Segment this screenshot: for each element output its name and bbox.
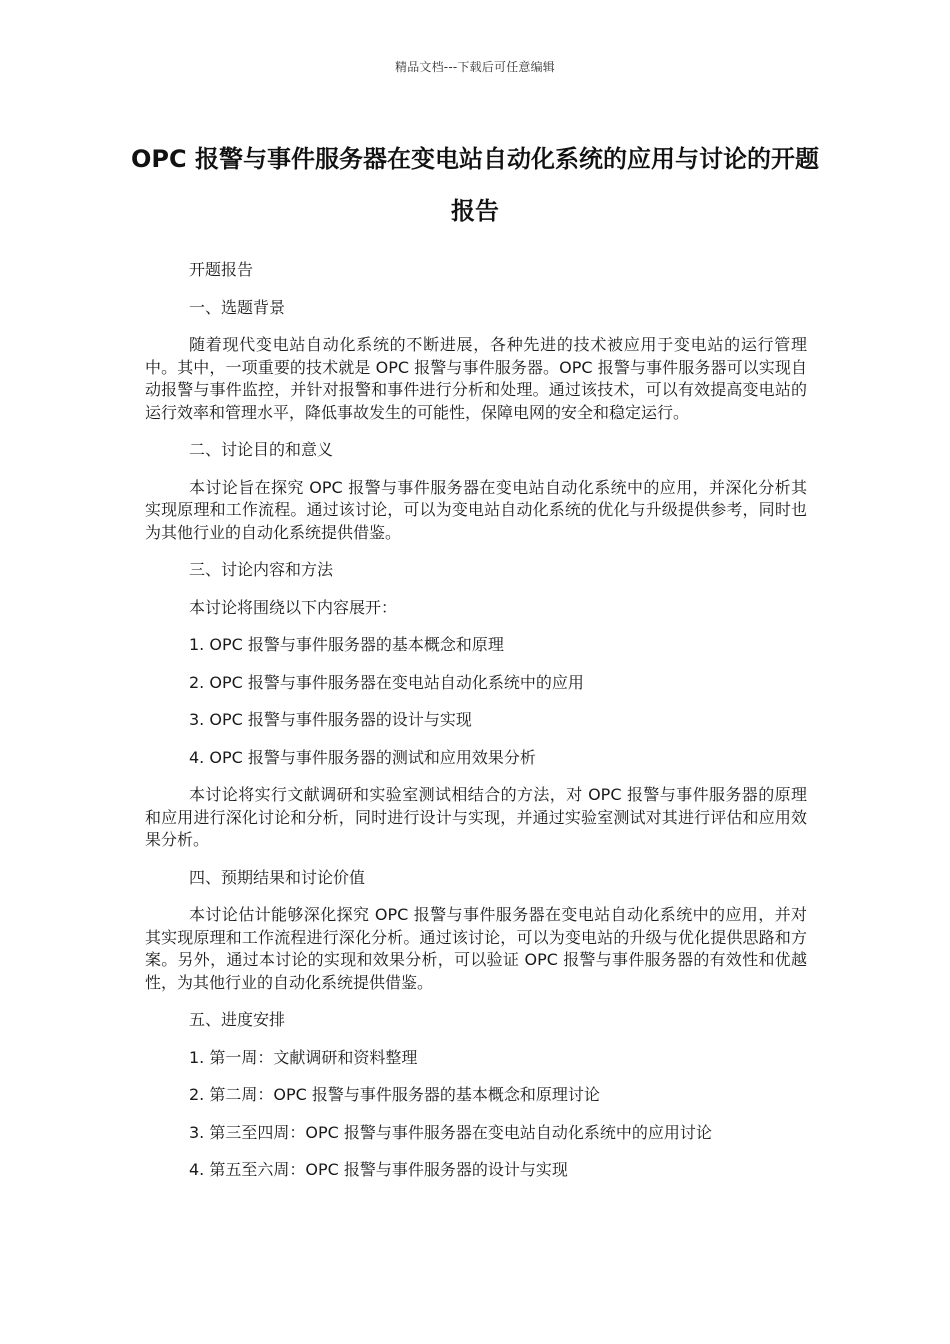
section-label-report: 开题报告 [189,260,254,279]
section-heading-schedule: 五、进度安排 [189,1010,286,1029]
section-heading-background: 一、选题背景 [189,297,286,317]
list-item-content-2: 2. OPC 报警与事件服务器在变电站自动化系统中的应用 [189,672,584,692]
list-item-schedule-3: 3. 第三至四周：OPC 报警与事件服务器在变电站自动化系统中的应用讨论 [189,1122,712,1142]
list-item-schedule-1: 1. 第一周：文献调研和资料整理 [189,1047,418,1067]
list-item-content-1: 1. OPC 报警与事件服务器的基本概念和原理 [189,635,504,654]
document-body [145,259,807,1197]
list-item-schedule-4: 4. 第五至六周：OPC 报警与事件服务器的设计与实现 [189,1160,568,1179]
list-item-content-3: 3. OPC 报警与事件服务器的设计与实现 [189,710,472,729]
paragraph-purpose: 本讨论旨在探究 OPC 报警与事件服务器在变电站自动化系统中的应用，并深化分析其实现原理和工作流程。通过该讨论，可以为变电站自动化系统的优化与升级提供参考，同时也为其他行业的自动化系统提供借鉴。 [145,477,807,542]
section-heading-expected-results: 四、预期结果和讨论价值 [189,867,366,887]
list-item-content-4: 4. OPC 报警与事件服务器的测试和应用效果分析 [189,747,536,767]
paragraph-content-intro: 本讨论将围绕以下内容展开： [189,597,398,617]
page-header: 精品文档---下载后可任意编辑 [395,60,555,74]
section-heading-content-method: 三、讨论内容和方法 [189,560,334,579]
list-item-schedule-2: 2. 第二周：OPC 报警与事件服务器的基本概念和原理讨论 [189,1085,600,1104]
document-title: OPC 报警与事件服务器在变电站自动化系统的应用与讨论的开题报告 [131,145,819,225]
paragraph-method: 本讨论将实行文献调研和实验室测试相结合的方法，对 OPC 报警与事件服务器的原理和应用进行深化讨论和分析，同时进行设计与实现，并通过实验室测试对其进行评估和应用效果分析。 [145,785,807,849]
section-heading-purpose: 二、讨论目的和意义 [189,440,334,459]
paragraph-expected-results: 本讨论估计能够深化探究 OPC 报警与事件服务器在变电站自动化系统中的应用，并对其实现原理和工作流程进行深化分析。通过该讨论，可以为变电站的升级与优化提供思路和方案。另外，通过本讨论的实现和效果分析，可以验证 OPC 报警与事件服务器的有效性和优越性，为其他行业的自动化系统提供借鉴。 [145,905,807,992]
paragraph-background: 随着现代变电站自动化系统的不断进展，各种先进的技术被应用于变电站的运行管理中。其中，一项重要的技术就是 OPC 报警与事件服务器。OPC 报警与事件服务器可以实现自动报警与事件监控，并针对报警和事件进行分析和处理。通过该技术，可以有效提高变电站的运行效率和管理水平，降低事故发生的可能性，保障电网的安全和稳定运行。 [145,335,807,422]
